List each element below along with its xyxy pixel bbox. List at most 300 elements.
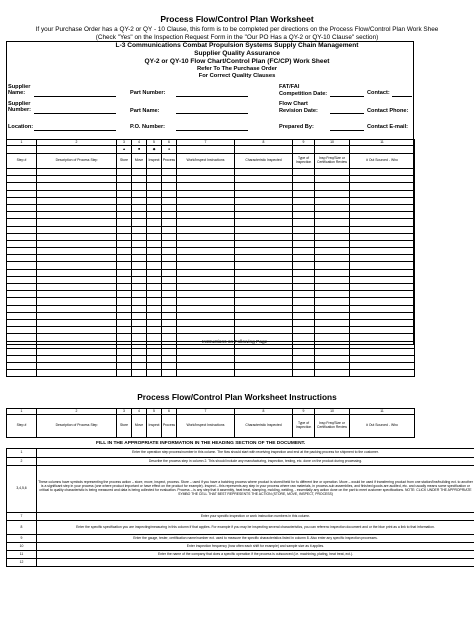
table-cell[interactable] (147, 276, 162, 283)
table-cell[interactable] (37, 276, 117, 283)
table-cell[interactable] (117, 240, 132, 247)
table-cell[interactable] (293, 284, 315, 291)
table-cell[interactable] (132, 298, 147, 305)
table-cell[interactable] (293, 319, 315, 326)
table-cell[interactable] (37, 204, 117, 211)
table-cell[interactable] (315, 169, 350, 176)
table-cell[interactable] (162, 255, 177, 262)
table-cell[interactable] (147, 248, 162, 255)
table-cell[interactable] (147, 363, 162, 370)
po-number-field[interactable] (176, 130, 248, 131)
table-cell[interactable] (350, 240, 415, 247)
table-cell[interactable] (315, 219, 350, 226)
table-cell[interactable] (132, 312, 147, 319)
table-cell[interactable] (350, 291, 415, 298)
part-name-field[interactable] (176, 113, 248, 114)
table-cell[interactable] (117, 269, 132, 276)
table-cell[interactable] (147, 370, 162, 377)
table-cell[interactable] (117, 291, 132, 298)
table-cell[interactable] (162, 348, 177, 355)
table-cell[interactable] (293, 240, 315, 247)
table-cell[interactable] (147, 319, 162, 326)
table-cell[interactable] (37, 190, 117, 197)
table-cell[interactable] (350, 233, 415, 240)
table-cell[interactable] (7, 169, 37, 176)
table-cell[interactable] (315, 176, 350, 183)
table-cell[interactable] (177, 276, 235, 283)
table-cell[interactable] (162, 341, 177, 348)
table-cell[interactable] (162, 169, 177, 176)
table-cell[interactable] (7, 190, 37, 197)
table-cell[interactable] (293, 355, 315, 362)
table-cell[interactable] (315, 226, 350, 233)
table-cell[interactable] (7, 341, 37, 348)
table-cell[interactable] (147, 269, 162, 276)
table-cell[interactable] (37, 291, 117, 298)
contact-field[interactable] (392, 96, 412, 97)
table-cell[interactable] (315, 240, 350, 247)
table-cell[interactable] (177, 312, 235, 319)
table-cell[interactable] (37, 226, 117, 233)
table-cell[interactable] (117, 348, 132, 355)
table-cell[interactable] (132, 190, 147, 197)
supplier-name-field[interactable] (34, 96, 116, 97)
table-cell[interactable] (293, 190, 315, 197)
table-cell[interactable] (117, 341, 132, 348)
table-cell[interactable] (177, 233, 235, 240)
table-cell[interactable] (235, 190, 293, 197)
table-cell[interactable] (132, 248, 147, 255)
table-cell[interactable] (7, 197, 37, 204)
table-cell[interactable] (7, 212, 37, 219)
table-cell[interactable] (293, 226, 315, 233)
table-cell[interactable] (235, 269, 293, 276)
table-cell[interactable] (147, 312, 162, 319)
table-cell[interactable] (162, 240, 177, 247)
table-cell[interactable] (177, 370, 235, 377)
table-cell[interactable] (7, 204, 37, 211)
table-cell[interactable] (147, 233, 162, 240)
table-cell[interactable] (7, 348, 37, 355)
table-cell[interactable] (235, 262, 293, 269)
table-cell[interactable] (162, 176, 177, 183)
table-cell[interactable] (37, 298, 117, 305)
table-cell[interactable] (177, 269, 235, 276)
table-cell[interactable] (162, 269, 177, 276)
table-cell[interactable] (117, 212, 132, 219)
table-cell[interactable] (350, 255, 415, 262)
table-cell[interactable] (147, 305, 162, 312)
table-cell[interactable] (117, 363, 132, 370)
table-cell[interactable] (132, 255, 147, 262)
table-cell[interactable] (7, 233, 37, 240)
table-cell[interactable] (315, 262, 350, 269)
table-cell[interactable] (37, 355, 117, 362)
table-cell[interactable] (177, 262, 235, 269)
table-cell[interactable] (293, 298, 315, 305)
table-cell[interactable] (132, 219, 147, 226)
table-cell[interactable] (162, 334, 177, 341)
table-cell[interactable] (293, 233, 315, 240)
table-cell[interactable] (132, 355, 147, 362)
table-cell[interactable] (7, 334, 37, 341)
table-cell[interactable] (7, 269, 37, 276)
table-cell[interactable] (37, 327, 117, 334)
table-cell[interactable] (37, 319, 117, 326)
table-cell[interactable] (235, 248, 293, 255)
table-cell[interactable] (177, 176, 235, 183)
table-cell[interactable] (235, 197, 293, 204)
table-cell[interactable] (177, 248, 235, 255)
table-cell[interactable] (293, 183, 315, 190)
prepared-by-field[interactable] (330, 130, 364, 131)
table-cell[interactable] (350, 298, 415, 305)
table-cell[interactable] (7, 226, 37, 233)
table-cell[interactable] (147, 255, 162, 262)
table-cell[interactable] (37, 305, 117, 312)
table-cell[interactable] (350, 370, 415, 377)
table-cell[interactable] (293, 219, 315, 226)
table-cell[interactable] (315, 291, 350, 298)
table-cell[interactable] (162, 319, 177, 326)
table-cell[interactable] (315, 305, 350, 312)
table-cell[interactable] (147, 183, 162, 190)
table-cell[interactable] (350, 348, 415, 355)
table-cell[interactable] (7, 363, 37, 370)
location-field[interactable] (34, 130, 116, 131)
table-cell[interactable] (315, 355, 350, 362)
table-cell[interactable] (350, 312, 415, 319)
table-cell[interactable] (315, 334, 350, 341)
table-cell[interactable] (315, 363, 350, 370)
table-cell[interactable] (7, 219, 37, 226)
table-cell[interactable] (315, 255, 350, 262)
table-cell[interactable] (117, 255, 132, 262)
table-cell[interactable] (7, 312, 37, 319)
table-cell[interactable] (37, 363, 117, 370)
part-number-field[interactable] (176, 96, 248, 97)
table-cell[interactable] (132, 348, 147, 355)
table-cell[interactable] (315, 190, 350, 197)
table-cell[interactable] (235, 305, 293, 312)
table-cell[interactable] (132, 212, 147, 219)
table-cell[interactable] (162, 370, 177, 377)
table-cell[interactable] (315, 348, 350, 355)
table-cell[interactable] (177, 219, 235, 226)
table-cell[interactable] (177, 305, 235, 312)
table-cell[interactable] (117, 284, 132, 291)
table-cell[interactable] (293, 248, 315, 255)
table-cell[interactable] (162, 226, 177, 233)
table-cell[interactable] (162, 305, 177, 312)
table-cell[interactable] (350, 204, 415, 211)
table-cell[interactable] (293, 363, 315, 370)
table-cell[interactable] (177, 284, 235, 291)
table-cell[interactable] (117, 319, 132, 326)
table-cell[interactable] (117, 327, 132, 334)
table-cell[interactable] (132, 204, 147, 211)
table-cell[interactable] (147, 334, 162, 341)
table-cell[interactable] (37, 183, 117, 190)
table-cell[interactable] (177, 348, 235, 355)
table-cell[interactable] (293, 212, 315, 219)
table-cell[interactable] (132, 240, 147, 247)
table-cell[interactable] (117, 334, 132, 341)
table-cell[interactable] (132, 176, 147, 183)
table-cell[interactable] (37, 176, 117, 183)
table-cell[interactable] (162, 248, 177, 255)
table-cell[interactable] (37, 341, 117, 348)
table-cell[interactable] (315, 204, 350, 211)
table-cell[interactable] (293, 370, 315, 377)
table-cell[interactable] (147, 169, 162, 176)
table-cell[interactable] (162, 262, 177, 269)
table-cell[interactable] (7, 327, 37, 334)
table-cell[interactable] (117, 262, 132, 269)
table-cell[interactable] (162, 291, 177, 298)
table-cell[interactable] (350, 341, 415, 348)
table-cell[interactable] (293, 169, 315, 176)
table-cell[interactable] (7, 255, 37, 262)
table-cell[interactable] (147, 190, 162, 197)
table-cell[interactable] (147, 327, 162, 334)
table-cell[interactable] (162, 355, 177, 362)
table-cell[interactable] (132, 226, 147, 233)
table-cell[interactable] (162, 363, 177, 370)
table-cell[interactable] (7, 370, 37, 377)
table-cell[interactable] (350, 355, 415, 362)
table-cell[interactable] (132, 197, 147, 204)
revision-date-field[interactable] (330, 113, 364, 114)
table-cell[interactable] (132, 291, 147, 298)
table-cell[interactable] (315, 341, 350, 348)
table-cell[interactable] (37, 169, 117, 176)
table-cell[interactable] (235, 176, 293, 183)
table-cell[interactable] (37, 233, 117, 240)
table-cell[interactable] (147, 341, 162, 348)
table-cell[interactable] (117, 169, 132, 176)
table-cell[interactable] (132, 262, 147, 269)
table-cell[interactable] (117, 176, 132, 183)
table-cell[interactable] (162, 219, 177, 226)
table-cell[interactable] (7, 291, 37, 298)
table-cell[interactable] (235, 348, 293, 355)
table-cell[interactable] (37, 312, 117, 319)
table-cell[interactable] (350, 176, 415, 183)
table-cell[interactable] (350, 284, 415, 291)
table-cell[interactable] (117, 204, 132, 211)
table-cell[interactable] (235, 183, 293, 190)
table-cell[interactable] (132, 183, 147, 190)
table-cell[interactable] (37, 284, 117, 291)
table-cell[interactable] (315, 370, 350, 377)
table-cell[interactable] (147, 240, 162, 247)
table-cell[interactable] (350, 334, 415, 341)
table-cell[interactable] (132, 269, 147, 276)
table-cell[interactable] (7, 176, 37, 183)
table-cell[interactable] (315, 183, 350, 190)
table-cell[interactable] (37, 197, 117, 204)
table-cell[interactable] (235, 233, 293, 240)
table-cell[interactable] (117, 370, 132, 377)
table-cell[interactable] (293, 204, 315, 211)
table-cell[interactable] (162, 312, 177, 319)
table-cell[interactable] (315, 319, 350, 326)
table-cell[interactable] (177, 355, 235, 362)
table-cell[interactable] (147, 219, 162, 226)
table-cell[interactable] (235, 327, 293, 334)
table-cell[interactable] (117, 183, 132, 190)
table-cell[interactable] (177, 291, 235, 298)
table-cell[interactable] (315, 197, 350, 204)
table-cell[interactable] (162, 233, 177, 240)
table-cell[interactable] (132, 305, 147, 312)
table-cell[interactable] (117, 248, 132, 255)
table-cell[interactable] (235, 370, 293, 377)
table-cell[interactable] (315, 269, 350, 276)
table-cell[interactable] (293, 262, 315, 269)
table-cell[interactable] (350, 327, 415, 334)
table-cell[interactable] (147, 204, 162, 211)
table-cell[interactable] (132, 327, 147, 334)
table-cell[interactable] (147, 226, 162, 233)
table-cell[interactable] (177, 183, 235, 190)
table-cell[interactable] (293, 305, 315, 312)
table-cell[interactable] (132, 233, 147, 240)
table-cell[interactable] (235, 298, 293, 305)
table-cell[interactable] (293, 276, 315, 283)
table-cell[interactable] (350, 248, 415, 255)
table-cell[interactable] (235, 204, 293, 211)
table-cell[interactable] (132, 284, 147, 291)
table-cell[interactable] (117, 312, 132, 319)
table-cell[interactable] (177, 190, 235, 197)
table-cell[interactable] (117, 219, 132, 226)
table-cell[interactable] (235, 226, 293, 233)
table-cell[interactable] (117, 276, 132, 283)
table-cell[interactable] (350, 363, 415, 370)
table-cell[interactable] (7, 240, 37, 247)
table-cell[interactable] (162, 183, 177, 190)
table-cell[interactable] (132, 370, 147, 377)
table-cell[interactable] (235, 240, 293, 247)
table-cell[interactable] (235, 355, 293, 362)
table-cell[interactable] (147, 284, 162, 291)
table-cell[interactable] (177, 204, 235, 211)
table-cell[interactable] (235, 276, 293, 283)
table-cell[interactable] (147, 348, 162, 355)
table-cell[interactable] (315, 248, 350, 255)
table-cell[interactable] (37, 255, 117, 262)
table-cell[interactable] (117, 233, 132, 240)
table-cell[interactable] (147, 355, 162, 362)
table-cell[interactable] (177, 327, 235, 334)
table-cell[interactable] (177, 363, 235, 370)
table-cell[interactable] (37, 212, 117, 219)
table-cell[interactable] (177, 197, 235, 204)
table-cell[interactable] (177, 319, 235, 326)
table-cell[interactable] (315, 233, 350, 240)
table-cell[interactable] (7, 319, 37, 326)
table-cell[interactable] (350, 269, 415, 276)
table-cell[interactable] (235, 363, 293, 370)
table-cell[interactable] (7, 183, 37, 190)
table-cell[interactable] (293, 291, 315, 298)
table-cell[interactable] (117, 190, 132, 197)
table-cell[interactable] (293, 334, 315, 341)
table-cell[interactable] (177, 298, 235, 305)
table-cell[interactable] (350, 262, 415, 269)
table-cell[interactable] (37, 348, 117, 355)
table-cell[interactable] (350, 219, 415, 226)
table-cell[interactable] (177, 255, 235, 262)
table-cell[interactable] (147, 212, 162, 219)
table-cell[interactable] (162, 284, 177, 291)
table-cell[interactable] (37, 262, 117, 269)
table-cell[interactable] (147, 298, 162, 305)
table-cell[interactable] (235, 169, 293, 176)
table-cell[interactable] (235, 291, 293, 298)
table-cell[interactable] (235, 312, 293, 319)
table-cell[interactable] (315, 276, 350, 283)
table-cell[interactable] (132, 276, 147, 283)
table-cell[interactable] (117, 226, 132, 233)
table-cell[interactable] (37, 248, 117, 255)
table-cell[interactable] (177, 212, 235, 219)
table-cell[interactable] (117, 298, 132, 305)
competition-date-field[interactable] (330, 96, 364, 97)
table-cell[interactable] (117, 305, 132, 312)
table-cell[interactable] (7, 262, 37, 269)
supplier-number-field[interactable] (34, 113, 116, 114)
table-cell[interactable] (7, 355, 37, 362)
table-cell[interactable] (315, 312, 350, 319)
table-cell[interactable] (350, 276, 415, 283)
table-cell[interactable] (350, 226, 415, 233)
table-cell[interactable] (293, 197, 315, 204)
table-cell[interactable] (37, 370, 117, 377)
table-cell[interactable] (117, 355, 132, 362)
table-cell[interactable] (177, 240, 235, 247)
table-cell[interactable] (7, 276, 37, 283)
table-cell[interactable] (147, 291, 162, 298)
table-cell[interactable] (235, 219, 293, 226)
table-cell[interactable] (162, 212, 177, 219)
table-cell[interactable] (350, 305, 415, 312)
table-cell[interactable] (147, 197, 162, 204)
table-cell[interactable] (350, 212, 415, 219)
table-cell[interactable] (293, 176, 315, 183)
table-cell[interactable] (132, 341, 147, 348)
table-cell[interactable] (37, 240, 117, 247)
table-cell[interactable] (162, 327, 177, 334)
table-cell[interactable] (147, 262, 162, 269)
table-cell[interactable] (162, 204, 177, 211)
table-cell[interactable] (132, 334, 147, 341)
table-cell[interactable] (293, 255, 315, 262)
table-cell[interactable] (177, 226, 235, 233)
table-cell[interactable] (315, 284, 350, 291)
table-cell[interactable] (235, 284, 293, 291)
table-cell[interactable] (235, 319, 293, 326)
table-cell[interactable] (7, 298, 37, 305)
table-cell[interactable] (132, 319, 147, 326)
table-cell[interactable] (147, 176, 162, 183)
table-cell[interactable] (117, 197, 132, 204)
table-cell[interactable] (350, 190, 415, 197)
table-cell[interactable] (7, 248, 37, 255)
table-cell[interactable] (177, 169, 235, 176)
